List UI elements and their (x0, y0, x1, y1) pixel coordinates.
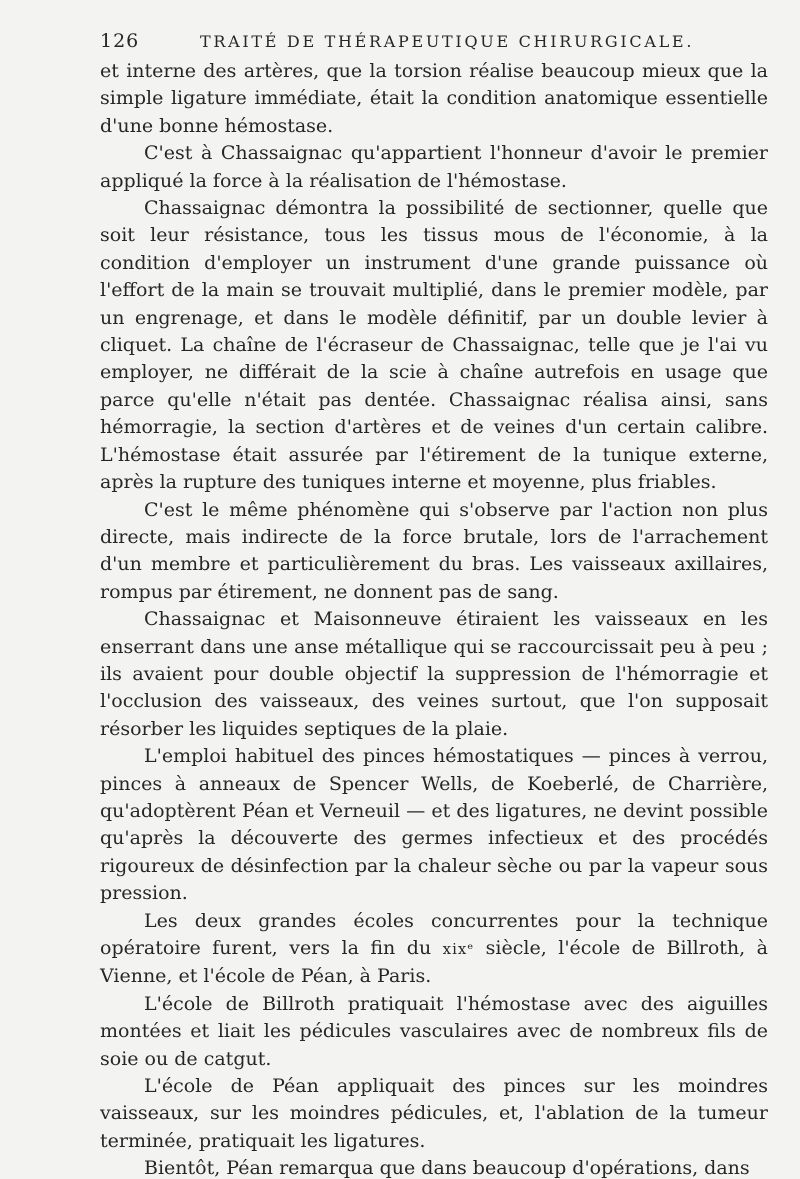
body-text (100, 58, 768, 1179)
paragraph: L'école de Péan appliquait des pinces sur les moindres vaisseaux, sur les moindres pédicules, et, l'ablation de la tumeur terminée, pratiquait les ligatures. (100, 1075, 768, 1152)
paragraph-continuation: et interne des artères, que la torsion réalise beaucoup mieux que la simple ligature immédiate, était la condition anatomique essentielle d'une bonne hémostase. (100, 60, 768, 137)
paragraph-schools (100, 908, 768, 991)
schools-text-before: Les deux grandes écoles concurrentes pour la technique opératoire furent, vers la fin du (100, 909, 768, 959)
paragraph-continues: Bientôt, Péan remarqua que dans beaucoup d'opérations, dans (144, 1157, 750, 1179)
running-title: TRAITÉ DE THÉRAPEUTIQUE CHIRURGICALE. (200, 32, 695, 51)
schools-text-after: siècle, l'école de Billroth, à Vienne, et l'école de Péan, à Paris. (100, 937, 768, 988)
paragraph: C'est à Chassaignac qu'appartient l'honneur d'avoir le premier appliqué la force à la réalisation de l'hémostase. (100, 142, 768, 192)
paragraph: C'est le même phénomène qui s'observe par l'action non plus directe, mais indirecte de la force brutale, lors de l'arrachement d'un membre et particulièrement du bras. Les vaisseaux axillaires, rompus par étirement, ne donnent pas de sang. (100, 498, 768, 603)
paragraph: L'emploi habituel des pinces hémostatiques — pinces à verrou, pinces à anneaux de Spencer Wells, de Koeberlé, de Charrière, qu'adoptèrent Péan et Verneuil — et des ligatures, ne devint possible qu'après la découverte des germes infectieux et des procédés rigoureux de désinfection par la chaleur sèche ou par la vapeur sous pression. (100, 745, 768, 905)
paragraph: L'école de Billroth pratiquait l'hémostase avec des aiguilles montées et liait les pédicules vasculaires avec de nombreux fils de soie ou de catgut. (100, 992, 768, 1070)
paragraph: Chassaignac démontra la possibilité de sectionner, quelle que soit leur résistance, tous les tissus mous de l'économie, à la condition d'employer un instrument d'une grande puissance où l'effort de la main se trouvait multiplié, dans le premier modèle, par un engrenage, et dans le modèle définitif, par un double levier à cliquet. La chaîne de l'écraseur de Chassaignac, telle que je l'ai vu employer, ne différait de la scie à chaîne autrefois en usage que parce qu'elle n'était pas dentée. Chassaignac réalisa ainsi, sans hémorragie, la section d'artères et de veines d'un certain calibre. L'hémostase était assurée par l'étirement de la tunique externe, après la rupture des tuniques interne et moyenne, plus friables. (100, 197, 768, 494)
paragraph: Chassaignac et Maisonneuve étiraient les vaisseaux en les enserrant dans une anse métallique qui se raccourcissait peu à peu ; ils avaient pour double objectif la suppression de l'hémorragie et l'occlusion des vaisseaux, des veines surtout, que l'on supposait résorber les liquides septiques de la plaie. (100, 608, 768, 740)
century-numeral: xixᵉ (442, 940, 475, 958)
page-number: 126 (100, 30, 140, 52)
page-header (100, 26, 760, 56)
